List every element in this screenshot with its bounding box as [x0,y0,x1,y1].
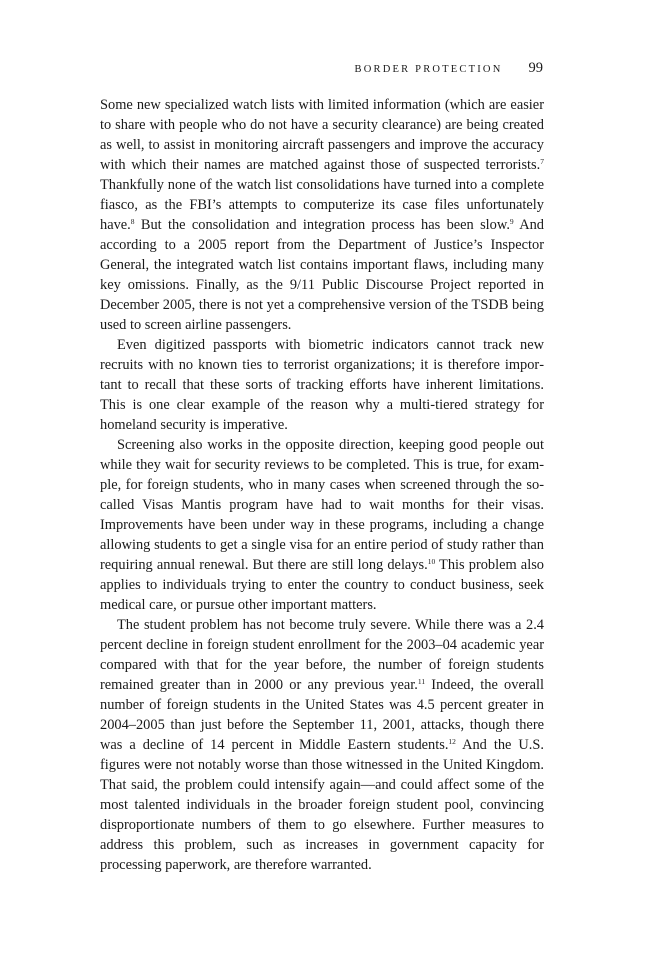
text-run: This problem also applies to individuals trying to enter the country to conduct business, seek medical care, or pursue other important matters. [100,557,544,613]
footnote-ref-12: 12 [448,737,456,746]
text-run: Thankfully none of the watch list consolidations have turned into a complete fiasco, as the FBI’s attempts to computerize its case files unfortunately have. [100,177,544,233]
footnote-ref-8: 8 [130,217,135,226]
text-run: The student problem has not become truly severe. While there was a 2.4 percent decline in foreign student enrollment for the 2003–04 academic year compared with that for the year before, the number of foreign students remained greater than in 2000 or any previous year. [100,617,544,693]
text-run: But the consolidation and integration process has been slow. [134,217,510,233]
text-run: Indeed, the overall number of foreign students in the United States was 4.5 percent greater in 2004–2005 than just before the September 11, 2001, attacks, though there was a decline of 14 percent in Middle Eastern students. [100,677,545,753]
paragraph-2 [100,335,544,435]
text-run: Some new specialized watch lists with limited information (which are easier to share with people who do not have a security clearance) are being created as well, to assist in monitoring aircraft passengers and improve the accuracy with which their names are matched against those of suspected terrorists. [100,97,544,173]
text-run: Even digitized passports with biometric indicators cannot track new recruits with no known ties to terrorist organizations; it is therefore important to recall that these sorts of tracking efforts have inherent limitations. This is one clear example of the reason why a multi-tiered strategy for homeland security is imperative. [100,337,544,433]
running-title: BORDER PROTECTION [354,64,503,75]
footnote-ref-7: 7 [540,157,544,166]
paragraph-4 [100,615,544,875]
footnote-ref-10: 10 [427,557,436,566]
paragraph-3 [100,435,544,615]
paragraph-1 [100,95,544,335]
page-number: 99 [528,60,543,76]
footnote-ref-9: 9 [509,217,514,226]
body-text [100,95,544,875]
footnote-ref-11: 11 [417,677,426,686]
text-run: And the U.S. figures were not notably worse than those witnessed in the United Kingdom. That said, the problem could intensify again—and could affect some of the most talented individuals in the broader foreign student pool, convincing disproportionate numbers of them to go elsewhere. Further measures to address this problem, such as increases in government capacity for processing paperwork, are therefore warranted. [100,737,544,873]
running-head [355,60,543,77]
text-run: Screening also works in the opposite direction, keeping good people out while they wait for security reviews to be completed. This is true, for example, for foreign students, who in many cases when screened through the so-called Visas Mantis program have had to wait months for their visas. Improvements have been under way in these programs, including a change allowing students to get a single visa for an entire period of study rather than requiring annual renewal. But there are still long delays. [100,437,544,573]
text-run: And according to a 2005 report from the Department of Justice’s Inspector General, the integrated watch list contains important flaws, including many key omissions. Finally, as the 9/11 Public Discourse Project reported in December 2005, there is not yet a comprehensive version of the TSDB being used to screen airline passengers. [100,217,544,333]
